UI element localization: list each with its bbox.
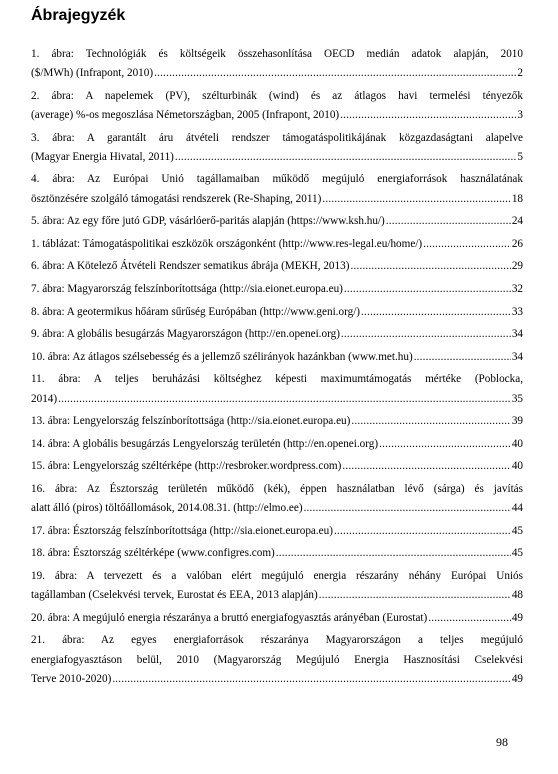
figure-list-entry[interactable]: [31, 257, 523, 276]
entry-page-number: 32: [511, 282, 523, 295]
entry-text-line: (Magyar Energia Hivatal, 2011): [31, 150, 174, 163]
entry-page-number: 44: [511, 502, 523, 515]
entry-text-line: 15. ábra: Lengyelország széltérképe (http://resbroker.wordpress.com): [31, 460, 342, 473]
entry-last-line: [31, 235, 523, 254]
entry-page-number: 39: [511, 415, 523, 428]
dot-leader: [304, 499, 511, 518]
entry-last-line: [31, 148, 523, 167]
dot-leader: [319, 586, 511, 605]
dot-leader: [340, 106, 516, 125]
entry-last-line: [31, 325, 523, 344]
figure-list-entry[interactable]: [31, 567, 523, 605]
dot-leader: [344, 280, 511, 299]
entry-page-number: 3: [517, 109, 523, 121]
dot-leader: [334, 522, 511, 541]
entry-text-line: 21. ábra: Az egyes energiaforrások részaránya Magyarországon a teljes megújuló: [31, 634, 523, 647]
figure-list-entry[interactable]: [31, 129, 523, 167]
entry-last-line: [31, 348, 523, 367]
entry-text-line: 13. ábra: Lengyelország felszínborítottsága (http://sia.eionet.europa.eu): [31, 415, 351, 428]
entry-last-line: [31, 670, 523, 689]
dot-leader: [342, 457, 510, 476]
entry-text-line: (average) %-os megoszlása Németországban, 2005 (Infrapont, 2010): [31, 109, 340, 121]
entry-text-line: 2014): [31, 392, 58, 405]
entry-text-line: 14. ábra: A globális besugárzás Lengyelország területén (http://en.openei.org): [31, 437, 379, 450]
figure-list-entry[interactable]: [31, 87, 523, 125]
figure-list-entry[interactable]: [31, 457, 523, 476]
figure-list-entry[interactable]: [31, 609, 523, 628]
dot-leader: [379, 435, 511, 454]
entry-page-number: 33: [511, 305, 523, 318]
figure-list-entry[interactable]: [31, 303, 523, 322]
entry-text-line: 11. ábra: A teljes beruházási költséghez képesti maximumtámogatás mértéke (Poblocka,: [31, 373, 523, 386]
entry-text-line: alatt álló (piros) töltőállomások, 2014.08.31. (http://elmo.ee): [31, 502, 303, 515]
entry-text-line: ösztönzésére szolgáló támogatási rendszerek (Re-Shaping, 2011): [31, 192, 322, 205]
dot-leader: [154, 64, 516, 83]
entry-last-line: [31, 257, 523, 276]
entry-last-line: [31, 586, 523, 605]
entry-last-line: [31, 106, 523, 125]
page-number: 98: [496, 735, 508, 749]
dot-leader: [361, 303, 511, 322]
figure-list-entry[interactable]: [31, 235, 523, 254]
entry-page-number: 2: [517, 67, 523, 80]
entry-text-line: 18. ábra: Észtország széltérképe (www.configres.com): [31, 547, 275, 560]
entry-text-line: 9. ábra: A globális besugárzás Magyarországon (http://en.openei.org): [31, 328, 340, 341]
dot-leader: [351, 412, 510, 431]
entry-last-line: [31, 190, 523, 209]
figure-list-entry[interactable]: [31, 544, 523, 563]
entry-page-number: 45: [511, 547, 523, 560]
entry-page-number: 18: [511, 192, 523, 205]
dot-leader: [414, 348, 511, 367]
entry-last-line: [31, 457, 523, 476]
entry-text-line: 17. ábra: Észtország felszínborítottsága (http://sia.eionet.europa.eu): [31, 524, 333, 537]
entry-text-line: 8. ábra: A geotermikus hőáram sűrűség Európában (http://www.geni.org/): [31, 305, 361, 318]
entry-page-number: 49: [511, 611, 523, 624]
figure-list-entry[interactable]: [31, 370, 523, 408]
entry-page-number: 5: [517, 150, 523, 163]
dot-leader: [276, 544, 511, 563]
dot-leader: [350, 257, 510, 276]
entry-text-line: energiafogyasztáson belül, 2010 (Magyarország Megújuló Energia Hasznosítási Cselekvési: [31, 653, 523, 666]
page-title: Ábrajegyzék: [31, 7, 126, 24]
entry-text-line: 1. ábra: Technológiák és költségeik összehasonlítása OECD medián adatok alapján, 2010: [31, 48, 523, 60]
entry-last-line: [31, 390, 523, 409]
entry-text-line: 10. ábra: Az átlagos szélsebesség és a jellemző szélirányok hazánkban (www.met.hu): [31, 350, 413, 363]
entry-page-number: 34: [511, 328, 523, 341]
entry-page-number: 40: [511, 460, 523, 473]
dot-leader: [386, 212, 511, 231]
figure-list-entry[interactable]: [31, 325, 523, 344]
dot-leader: [58, 390, 511, 409]
entry-text-line: ($/MWh) (Infrapont, 2010): [31, 67, 154, 80]
entry-text-line: 16. ábra: Az Észtország területén működő (kék), éppen használatban lévő (sárga) és javítás: [31, 482, 523, 495]
entry-text-line: 2. ábra: A napelemek (PV), szélturbinák (wind) és az átlagos havi termelési tényezők: [31, 89, 523, 102]
entry-page-number: 29: [511, 260, 523, 273]
entry-text-line: 20. ábra: A megújuló energia részaránya a bruttó energiafogyasztás arányéban (Eurostat): [31, 611, 428, 624]
entry-last-line: [31, 499, 523, 518]
figure-list-entry[interactable]: [31, 522, 523, 541]
figure-list-entry[interactable]: [31, 212, 523, 231]
entry-text-line: tagállamban (Cselekvési tervek, Eurostat és EEA, 2013 alapján): [31, 589, 318, 602]
figure-list-entry[interactable]: [31, 412, 523, 431]
figure-list-entry[interactable]: [31, 280, 523, 299]
entry-page-number: 34: [511, 350, 523, 363]
entry-last-line: [31, 609, 523, 628]
dot-leader: [423, 235, 511, 254]
figure-list-entry[interactable]: [31, 631, 523, 689]
figure-list-entry[interactable]: [31, 170, 523, 208]
figure-list-entry[interactable]: [31, 348, 523, 367]
entry-text-line: 6. ábra: A Kötelező Átvételi Rendszer sematikus ábrája (MEKH, 2013): [31, 260, 350, 273]
entry-text-line: 5. ábra: Az egy főre jutó GDP, vásárlóerő-paritás alapján (https://www.ksh.hu/): [31, 215, 385, 228]
entry-last-line: [31, 435, 523, 454]
entry-page-number: 45: [511, 524, 523, 537]
figure-list-entry[interactable]: [31, 45, 523, 83]
dot-leader: [322, 190, 510, 209]
entry-text-line: 19. ábra: A tervezett és a valóban elért megújuló energia részarány néhány Európai Uniós: [31, 569, 523, 582]
entry-last-line: [31, 303, 523, 322]
entry-last-line: [31, 212, 523, 231]
entry-text-line: Terve 2010-2020): [31, 672, 112, 685]
figure-list: [31, 45, 523, 692]
entry-page-number: 49: [511, 672, 523, 685]
entry-page-number: 40: [511, 437, 523, 450]
entry-page-number: 26: [511, 237, 523, 250]
entry-page-number: 35: [511, 392, 523, 405]
entry-text-line: 4. ábra: Az Európai Unió tagállamaiban működő megújuló energiaforrások használatának: [31, 173, 523, 186]
entry-last-line: [31, 412, 523, 431]
entry-page-number: 48: [511, 589, 523, 602]
entry-text-line: 3. ábra: A garantált áru átvételi rendszer támogatáspolitikájának közgazdaságtani alapelve: [31, 131, 523, 144]
dot-leader: [112, 670, 511, 689]
figure-list-entry[interactable]: [31, 480, 523, 518]
entry-last-line: [31, 64, 523, 83]
entry-last-line: [31, 280, 523, 299]
entry-text-line: 1. táblázat: Támogatáspolitikai eszközök országonként (http://www.res-legal.eu/home/): [31, 237, 423, 250]
entry-last-line: [31, 522, 523, 541]
entry-last-line: [31, 544, 523, 563]
entry-page-number: 24: [511, 215, 523, 228]
dot-leader: [341, 325, 511, 344]
dot-leader: [175, 148, 517, 167]
figure-list-entry[interactable]: [31, 435, 523, 454]
entry-text-line: 7. ábra: Magyarország felszínborítottsága (http://sia.eionet.europa.eu): [31, 282, 343, 295]
dot-leader: [428, 609, 511, 628]
